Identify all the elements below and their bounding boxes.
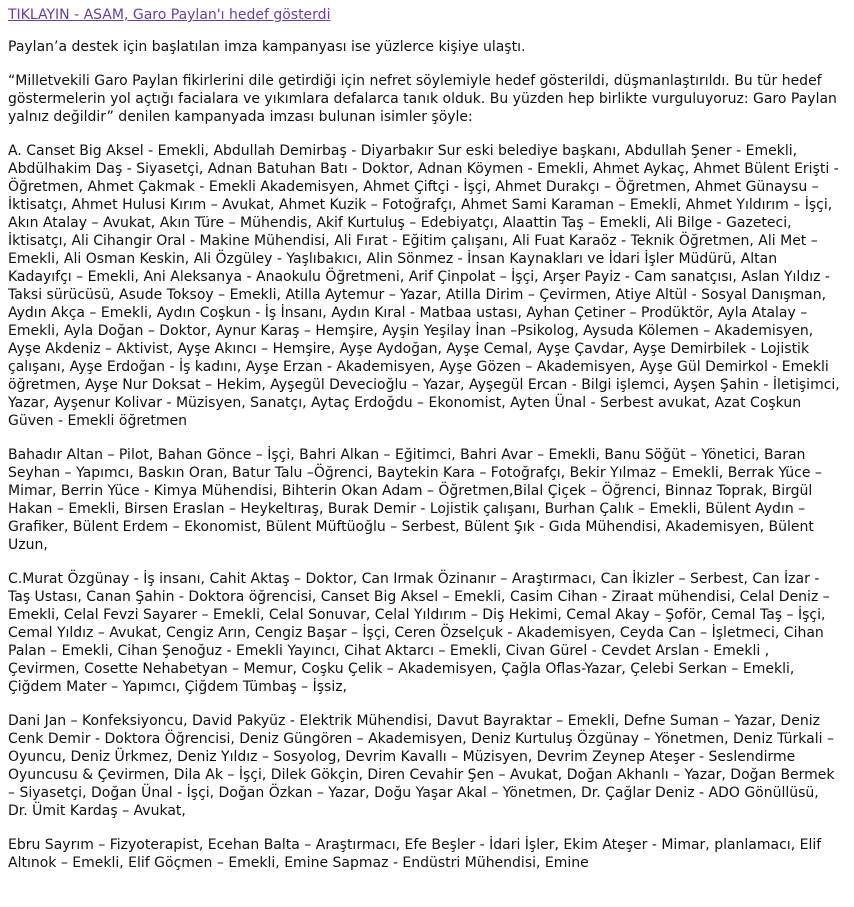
campaign-quote-paragraph: “Milletvekili Garo Paylan fikirlerini dile getirdiği için nefret söylemiyle hedef gösterildi, düşmanlaştırıldı. Bu tür hedef göstermelerin yol açtığı facialara ve yıkımlara defalarca tanık olduk. Bu yüzden hep birlikte vurguluyoruz: Garo Paylan yalnız değildir” denilen kampanyada imzası bulunan isimler şöyle: bbox=[8, 73, 837, 125]
signatories-d-paragraph: Dani Jan – Konfeksiyoncu, David Pakyüz - Elektrik Mühendisi, Davut Bayraktar – Emekli, Defne Suman – Yazar, Deniz Cenk Demir - Doktora Öğrencisi, Deniz Güngören – Akademisyen, Deniz Kurtuluş Özgünay – Yönetmen, Deniz Türkali – Oyuncu, Deniz Ürkmez, Deniz Yıldız – Sosyolog, Devrim Kavallı – Müzisyen, Devrim Zeynep Ateşer - Seslendirme Oyuncusu & Çevirmen, Dila Ak – İşçi, Dilek Gökçin, Diren Cevahir Şen – Avukat, Doğan Akhanlı – Yazar, Doğan Bermek – Siyasetçi, Doğan Ünal - İşçi, Doğan Özkan – Yazar, Doğu Yaşar Akal – Yönetmen, Dr. Çağlar Deniz - ADO Gönüllüsü, Dr. Ümit Kardaş – Avukat, bbox=[8, 713, 835, 819]
signatories-a-paragraph: A. Canset Big Aksel - Emekli, Abdullah Demirbaş - Diyarbakır Sur eski belediye başkanı, Abdullah Şener - Emekli, Abdülhakim Daş - Siyasetçi, Adnan Batuhan Batı - Doktor, Adnan Köymen - Emekli, Ahmet Aykaç, Ahmet Bülent Erişti - Öğretmen, Ahmet Çakmak - Emekli Akademisyen, Ahmet Çiftçi - İşçi, Ahmet Durakçı – Öğretmen, Ahmet Günaysu – İktisatçı, Ahmet Hulusi Kırım – Avukat, Ahmet Kuzik – Fotoğrafçı, Ahmet Sami Karaman – Emekli, Ahmet Yıldırım – İşçi, Akın Atalay – Avukat, Akın Türe – Mühendis, Akif Kurtuluş – Edebiyatçı, Alaattin Taş – Emekli, Ali Bilge - Gazeteci, İktisatçı, Ali Cihangir Oral - Makine Mühendisi, Ali Fırat - Eğitim çalışanı, Ali Fuat Karaöz - Teknik Öğretmen, Ali Met – Emekli, Ali Osman Keskin, Ali Özgüley - Yaşlıbakıcı, Alin Sönmez - İnsan Kaynakları ve İdari İşler Müdürü, Altan Kadayıfçı – Emekli, Ani Aleksanya - Anaokulu Öğretmeni, Arif Çinpolat – İşçi, Arşer Payiz - Cam sanatçısı, Aslan Yıldız - Taksi sürücüsü, Asude Toksoy – Emekli, Atilla Aytemur – Yazar, Atilla Dirim – Çevirmen, Atiye Altül - Sosyal Danışman, Aydın Akça – Emekli, Aydın Coşkun - İş İnsanı, Aydın Kıral - Matbaa ustası, Ayhan Çetiner – Prodüktör, Ayla Atalay – Emekli, Ayla Doğan – Doktor, Aynur Karaş – Hemşire, Ayşin Yeşilay İnan –Psikolog, Aysuda Kölemen – Akademisyen, Ayşe Akdeniz – Aktivist, Ayşe Akıncı – Hemşire, Ayşe Aydoğan, Ayşe Cemal, Ayşe Çavdar, Ayşe Demirbilek - Lojistik çalışanı, Ayşe Erdoğan - İş kadını, Ayşe Erzan - Akademisyen, Ayşe Gözen – Akademisyen, Ayşe Gül Demirkol - Emekli öğretmen, Ayşe Nur Doksat – Hekim, Ayşegül Devecioğlu – Yazar, Ayşegül Ercan - Bilgi işlemci, Ayşen Şahin - İletişimci, Yazar, Ayşenur Kolivar - Müzisyen, Sanatçı, Aytaç Erdoğdu – Ekonomist, Ayten Ünal - Serbest avukat, Azat Coşkun Güven - Emekli öğretmen bbox=[8, 143, 840, 429]
article-link[interactable]: TIKLAYIN - ASAM, Garo Paylan'ı hedef gösterdi bbox=[8, 7, 331, 23]
intro-paragraph: Paylan’a destek için başlatılan imza kampanyası ise yüzlerce kişiye ulaştı. bbox=[8, 39, 526, 55]
signatories-b-paragraph: Bahadır Altan – Pilot, Bahan Gönce – İşçi, Bahri Alkan – Eğitimci, Bahri Avar – Emekli, Banu Söğüt – Yönetici, Baran Seyhan – Yapımcı, Baskın Oran, Batur Talu –Öğrenci, Baytekin Kara – Fotoğrafçı, Bekir Yılmaz – Emekli, Berrak Yüce – Mimar, Berrin Yüce - Kimya Mühendisi, Bihterin Okan Adam – Öğretmen,Bilal Çiçek – Öğrenci, Binnaz Toprak, Birgül Hakan – Emekli, Birsen Eraslan – Heykeltıraş, Burak Demir - Lojistik çalışanı, Burhan Çalık – Emekli, Bülent Aydın – Grafiker, Bülent Erdem – Ekonomist, Bülent Müftüoğlu – Serbest, Bülent Şık - Gıda Mühendisi, Akademisyen, Bülent Uzun, bbox=[8, 447, 822, 553]
signatories-e-paragraph: Ebru Sayrım – Fizyoterapist, Ecehan Balta – Araştırmacı, Efe Beşler - İdari İşler, Ekim Ateşer - Mimar, planlamacı, Elif Altınok – Emekli, Elif Göçmen – Emekli, Emine Sapmaz - Endüstri Mühendisi, Emine bbox=[8, 837, 822, 871]
signatories-c-paragraph: C.Murat Özgünay - İş insanı, Cahit Aktaş – Doktor, Can Irmak Özinanır – Araştırmacı, Can İkizler – Serbest, Can İzar - Taş Ustası, Canan Şahin - Doktora öğrencisi, Canset Big Aksel – Emekli, Casim Cihan - Ziraat mühendisi, Celal Deniz – Emekli, Celal Fevzi Sayarer – Emekli, Celal Sonuvar, Celal Yıldırım – Diş Hekimi, Cemal Akay – Şoför, Cemal Taş – İşçi, Cemal Yıldız – Avukat, Cengiz Arın, Cengiz Başar – İşçi, Ceren Özselçuk - Akademisyen, Ceyda Can – İşletmeci, Cihan Palan – Emekli, Cihan Şenoğuz - Emekli Yayıncı, Cihat Aktarcı – Emekli, Civan Gürel - Cevdet Arslan - Emekli , Çevirmen, Cosette Nehabetyan – Memur, Coşku Çelik – Akademisyen, Çağla Oflas-Yazar, Çelebi Serkan – Emekli, Çiğdem Mater – Yapımcı, Çiğdem Tümbaş – İşsiz, bbox=[8, 571, 830, 695]
